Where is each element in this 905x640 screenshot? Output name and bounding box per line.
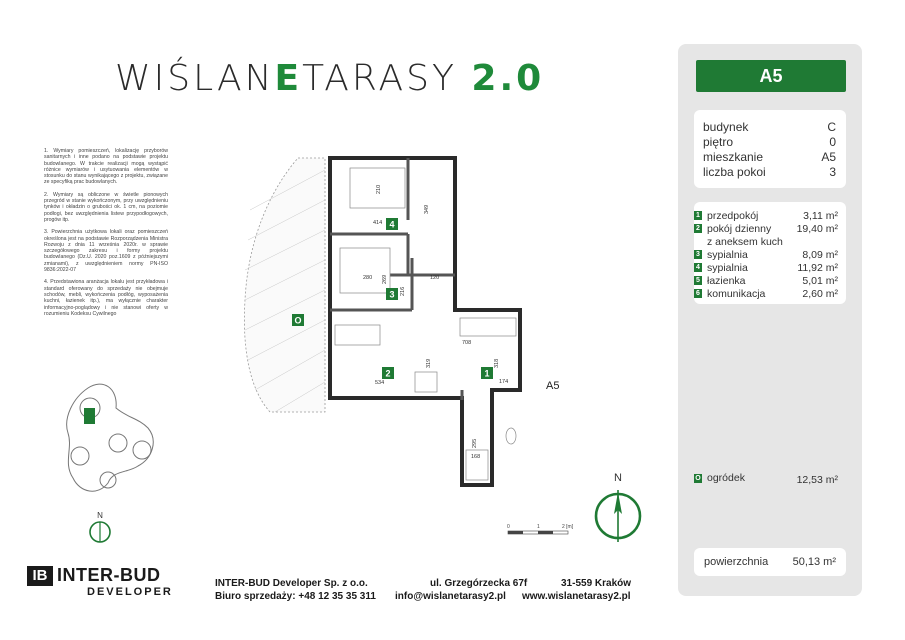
dim-label: 414 [373,220,383,226]
room-row [694,275,838,287]
svg-text:2 [m]: 2 [m] [562,524,574,530]
room-number: 1 [694,211,702,220]
dim-label: 318 [494,358,500,368]
dim-label: 280 [363,275,373,281]
dim-label: 210 [376,184,382,194]
company-mark: IB [27,566,53,586]
room-area: 2,60 m² [802,288,838,300]
info-value: C [827,120,836,134]
company-sub: DEVELOPER [87,586,173,598]
key-plan [58,378,168,503]
footer-sales-phone: Biuro sprzedaży: +48 12 35 35 311 [215,591,376,602]
footer-company: INTER-BUD Developer Sp. z o.o. [215,578,368,589]
room-row [694,210,838,222]
room-area: 11,92 m² [797,262,838,274]
svg-text:N: N [97,511,103,520]
room-badge-4: 4 [389,219,395,230]
dim-label: 319 [426,358,432,368]
garden-name: ogródek [707,472,745,484]
dim-label: 174 [499,379,509,385]
dim-label: 216 [400,286,406,296]
room-name: łazienka [707,275,746,287]
floor-plan [230,150,530,500]
footer-email[interactable]: info@wislanetarasy2.pl [395,591,506,602]
garden-badge: O [294,315,302,326]
room-number: 2 [694,224,702,233]
garden-area [244,158,325,412]
room-name: komunikacja [707,288,766,300]
room-name: sypialnia [707,249,748,261]
logo-text-accent: E [274,58,303,99]
footer-city: 31-559 Kraków [561,578,632,589]
apartment-code: A5 [696,60,846,92]
room-number: 4 [694,263,702,272]
room-list [694,202,846,304]
footer-street: ul. Grzegórzecka 67f [430,578,528,589]
info-label: liczba pokoi [703,165,766,179]
info-row [703,150,836,164]
room-badge-2: 2 [385,368,391,379]
footer-website[interactable]: www.wislanetarasy2.pl [522,591,631,602]
room-name: sypialnia [707,262,748,274]
garden-number: O [695,475,701,482]
info-row [703,165,836,179]
dim-label: 120 [430,275,440,281]
total-value: 50,13 m² [792,556,836,568]
project-logo [115,58,544,99]
room-badge-1: 1 [484,368,490,379]
info-value: 3 [829,165,836,179]
dim-label: 534 [375,380,385,386]
info-row [703,120,836,134]
room-row [694,262,838,274]
room-name-cont: z aneksem kuch [707,236,783,248]
disclaimer-notes [44,148,168,323]
room-area: 19,40 m² [796,223,838,235]
info-value: A5 [821,150,836,164]
info-value: 0 [829,135,836,149]
dim-label: 295 [472,438,478,448]
svg-text:0: 0 [507,524,510,530]
room-name: przedpokój [707,210,759,222]
room-area: 3,11 m² [803,210,838,222]
company-name: INTER-BUD [57,565,161,585]
apartment-info [694,110,846,188]
scale-bar [505,522,575,544]
apartment-marker [84,408,95,424]
room-row [694,288,838,300]
note-2: 2. Wymiary są obliczone w świetle pionowych przegród w stanie wykończonym, przy uwzględnieniu tynków i okładzin o grubości ok. 1 cm, na poziomie podłogi, bez uwzględnienia listew przypodłogowych, progów itp. [44,191,168,223]
note-1: 1. Wymiary pomieszczeń, lokalizację przyborów sanitarnych i inne podano na podstawie projektu budowlanego. W trakcie realizacji mogą wystąpić różnice wymiarów i usytuowania elementów w stosunku do stanu wynikającego z projektu, związane ze specyfiką prac budowlanych. [44,148,168,186]
info-label: budynek [703,120,749,134]
room-area: 8,09 m² [802,249,838,261]
room-name: pokój dzienny [707,223,772,235]
logo-version: 2.0 [471,58,545,99]
dim-label: 168 [471,454,481,460]
room-number: 3 [694,250,702,259]
room-row-continued [694,236,838,248]
svg-text:1: 1 [537,524,540,530]
room-row [694,223,838,235]
room-area: 5,01 m² [802,275,838,287]
total-label: powierzchnia [704,556,769,568]
info-label: mieszkanie [703,150,764,164]
dim-label: 708 [462,340,472,346]
info-row [703,135,836,149]
room-number: 5 [694,276,702,285]
svg-text:N: N [614,472,622,484]
room-number: 6 [694,289,702,298]
compass-icon [588,470,648,550]
total-area [694,548,846,576]
logo-text-1: WIŚLAN [115,58,275,99]
dim-label: 269 [382,274,388,284]
entrance-label: A5 [546,380,560,392]
info-label: piętro [703,135,734,149]
garden-area-value: 12,53 m² [796,474,838,486]
dim-label: 349 [424,204,430,214]
note-3: 3. Powierzchnia użytkowa lokali oraz pomieszczeń określona jest na podstawie Rozporządzenia Ministra Rozwoju z dnia 11 września 2020r. w sprawie szczegółowego zakresu i formy projektu budowlanego (Dz.U. 2020 poz.1609 z późniejszymi zmianami), z uwzględnieniem normy PN-ISO 9836:2022-07 [44,229,168,274]
room-badge-3: 3 [389,289,395,300]
room-row [694,249,838,261]
compass-small-icon [85,510,115,544]
logo-text-2: TARASY [302,58,457,99]
note-4: 4. Przedstawiona aranżacja lokalu jest przykładowa i standard oferowany do sprzedaży nie obejmuje schodów, mebli, wykończenia podłóg, wyposażenia kuchni, łazienek itp.), ma wyłącznie charakter informacyjno-poglądowy i nie stanowi oferty w rozumieniu Kodeksu Cywilnego [44,279,168,317]
